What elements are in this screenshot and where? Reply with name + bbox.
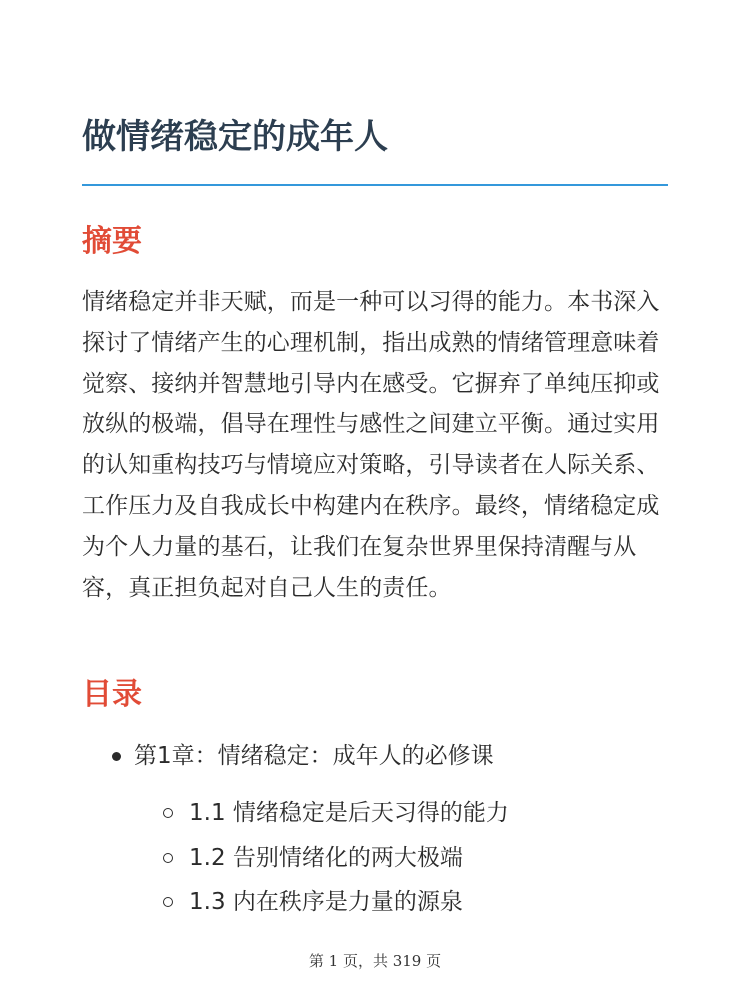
toc-heading: 目录	[82, 677, 142, 712]
toc-section-item[interactable]	[163, 793, 683, 833]
page-title: 做情绪稳定的成年人	[82, 117, 388, 157]
toc-chapter-label: 第1章：情绪稳定：成年人的必修课	[134, 743, 494, 769]
toc-section-label: 1.3 内在秩序是力量的源泉	[189, 889, 463, 915]
toc-section-label: 1.1 情绪稳定是后天习得的能力	[189, 800, 509, 826]
bullet-circle-icon	[163, 853, 173, 863]
bullet-circle-icon	[163, 808, 173, 818]
bullet-circle-icon	[163, 897, 173, 907]
title-divider	[82, 184, 668, 186]
page-number-footer: 第 1 页，共 319 页	[308, 952, 442, 970]
toc-section-item[interactable]	[163, 838, 683, 878]
abstract-heading: 摘要	[82, 224, 142, 259]
toc-section-label: 1.2 告别情绪化的两大极端	[189, 845, 463, 871]
abstract-text: 情绪稳定并非天赋，而是一种可以习得的能力。本书深入探讨了情绪产生的心理机制，指出成熟的情绪管理意味着觉察、接纳并智慧地引导内在感受。它摒弃了单纯压抑或放纵的极端，倡导在理性与感性之间建立平衡。通过实用的认知重构技巧与情境应对策略，引导读者在人际关系、工作压力及自我成长中构建内在秩序。最终，情绪稳定成为个人力量的基石，让我们在复杂世界里保持清醒与从容，真正担负起对自己人生的责任。	[82, 289, 660, 601]
bullet-disc-icon	[112, 752, 121, 761]
toc-section-item[interactable]	[163, 882, 683, 922]
